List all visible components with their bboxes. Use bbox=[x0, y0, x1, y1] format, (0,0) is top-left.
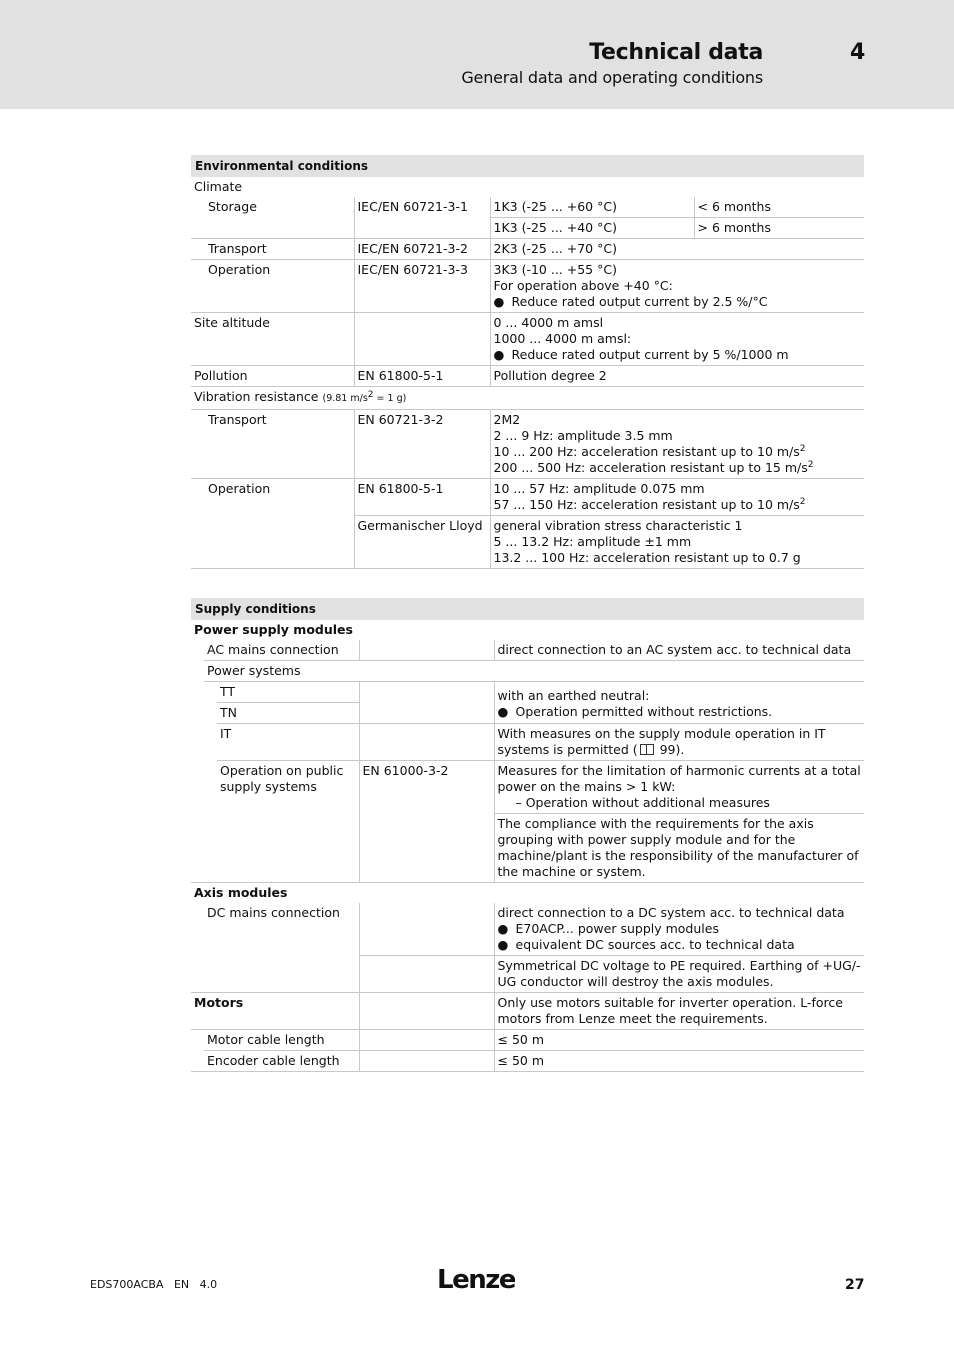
bullet-icon: ● bbox=[497, 704, 509, 719]
table-row bbox=[191, 260, 864, 313]
table-row bbox=[191, 883, 864, 904]
operation-range: 3K3 (-10 ... +55 °C) bbox=[493, 262, 617, 277]
list-item bbox=[494, 294, 862, 310]
table-row bbox=[191, 682, 864, 703]
operation-label: Operation bbox=[191, 260, 354, 313]
vibration-title: Vibration resistance bbox=[194, 389, 319, 404]
bullet-icon: ● bbox=[497, 937, 509, 952]
environmental-conditions-section bbox=[191, 155, 864, 569]
table-row bbox=[191, 903, 864, 956]
vibration-line: 200 ... 500 Hz: acceleration resistant up to 15 $m/s^2$ bbox=[493, 459, 814, 475]
transport-value: 2K3 (-25 ... +70 °C) bbox=[490, 239, 864, 260]
bullet-icon: ● bbox=[493, 294, 505, 309]
vibration-transport-standard: EN 60721-3-2 bbox=[354, 410, 490, 479]
gl-line: 5 ... 13.2 Hz: amplitude ±1 mm bbox=[493, 534, 692, 549]
chapter-title: Technical data bbox=[589, 40, 763, 65]
it-label: IT bbox=[217, 724, 359, 761]
transport-standard: IEC/EN 60721-3-2 bbox=[354, 239, 490, 260]
book-icon bbox=[640, 744, 654, 755]
list-item: ● E70ACP... power supply modules bbox=[497, 921, 719, 936]
public-supply-value: Measures for the limitation of harmonic currents at a total power on the mains > 1 kW: – Operation without additional measures bbox=[494, 761, 864, 814]
vibration-operation-value bbox=[490, 479, 864, 516]
gl-standard: Germanischer Lloyd bbox=[354, 516, 490, 569]
page-number: 27 bbox=[845, 1277, 865, 1293]
operation-standard: IEC/EN 60721-3-3 bbox=[354, 260, 490, 313]
operation-derating: Reduce rated output current by 2.5 %/°C bbox=[511, 294, 768, 309]
operation-value bbox=[490, 260, 864, 313]
table-row bbox=[191, 479, 864, 516]
table-row bbox=[191, 661, 864, 682]
vibration-line: 2 ... 9 Hz: amplitude 3.5 mm bbox=[493, 428, 673, 443]
motors-value: Only use motors suitable for inverter operation. L-force motors from Lenze meet the requirements. bbox=[494, 993, 864, 1030]
table-row bbox=[191, 410, 864, 479]
storage-condition-1: 1K3 (-25 ... +60 °C) bbox=[490, 197, 694, 218]
axis-modules-label: Axis modules bbox=[194, 885, 288, 900]
tt-tn-value bbox=[494, 682, 864, 724]
motor-cable-value: ≤ 50 m bbox=[494, 1030, 864, 1051]
lenze-logo bbox=[437, 1263, 515, 1297]
vibration-class: 2M2 bbox=[493, 412, 521, 427]
ac-connection-value: direct connection to an AC system acc. to technical data bbox=[494, 640, 864, 661]
storage-standard: IEC/EN 60721-3-1 bbox=[354, 197, 490, 239]
vibration-transport-value bbox=[490, 410, 864, 479]
vibration-line: 10 ... 57 Hz: amplitude 0.075 mm bbox=[493, 481, 705, 496]
vibration-operation-standard: EN 61800-5-1 bbox=[354, 479, 490, 516]
pollution-label: Pollution bbox=[191, 366, 354, 387]
bullet-icon: ● bbox=[497, 921, 509, 936]
list-item: – Operation without additional measures bbox=[515, 795, 770, 810]
page-reference[interactable]: 99 bbox=[659, 742, 676, 757]
public-supply-label: Operation on public supply systems bbox=[217, 761, 359, 883]
bullet-icon: ● bbox=[493, 347, 505, 362]
table-row bbox=[191, 197, 864, 218]
table-row bbox=[191, 1051, 864, 1072]
pollution-value: Pollution degree 2 bbox=[490, 366, 864, 387]
supply-heading: Supply conditions bbox=[191, 598, 864, 620]
chapter-number: 4 bbox=[850, 40, 866, 65]
storage-label: Storage bbox=[191, 197, 354, 239]
power-systems-label: Power systems bbox=[204, 661, 864, 682]
vibration-operation-label: Operation bbox=[191, 479, 354, 569]
table-row bbox=[191, 620, 864, 640]
vibration-line: 57 ... 150 Hz: acceleration resistant up to 10 $m/s^2$ bbox=[493, 496, 806, 512]
supply-table bbox=[191, 598, 864, 1072]
altitude-value bbox=[490, 313, 864, 366]
table-row bbox=[191, 313, 864, 366]
tt-label: TT bbox=[217, 682, 359, 703]
encoder-cable-label: Encoder cable length bbox=[204, 1051, 359, 1072]
transport-label: Transport bbox=[191, 239, 354, 260]
lenze-logo-icon bbox=[437, 1263, 515, 1293]
pollution-standard: EN 61800-5-1 bbox=[354, 366, 490, 387]
altitude-range: 0 ... 4000 m amsl bbox=[493, 315, 604, 330]
vibration-line: 10 ... 200 Hz: acceleration resistant up to 10 $m/s^2$ bbox=[493, 443, 806, 459]
vibration-transport-label: Transport bbox=[191, 410, 354, 479]
gl-line: 13.2 ... 100 Hz: acceleration resistant up to 0.7 g bbox=[493, 550, 801, 565]
encoder-cable-value: ≤ 50 m bbox=[494, 1051, 864, 1072]
list-item: ● Operation permitted without restrictions. bbox=[497, 704, 773, 719]
motor-cable-label: Motor cable length bbox=[204, 1030, 359, 1051]
section-heading-row bbox=[191, 155, 864, 177]
dc-connection-value: direct connection to a DC system acc. to technical data ● E70ACP... power supply modules ● equivalent DC sources acc. to technical data bbox=[494, 903, 864, 956]
storage-condition-2: 1K3 (-25 ... +40 °C) bbox=[490, 218, 694, 239]
table-row bbox=[191, 640, 864, 661]
list-item: ● equivalent DC sources acc. to technical data bbox=[497, 937, 795, 952]
table-row bbox=[191, 993, 864, 1030]
header-band bbox=[0, 0, 954, 109]
dc-note: Symmetrical DC voltage to PE required. Earthing of +UG/-UG conductor will destroy the axis modules. bbox=[494, 956, 864, 993]
chapter-subtitle: General data and operating conditions bbox=[461, 68, 763, 87]
tn-label: TN bbox=[217, 703, 359, 724]
altitude-range-derated: 1000 ... 4000 m amsl: bbox=[493, 331, 632, 346]
psm-label: Power supply modules bbox=[194, 622, 353, 637]
vibration-label bbox=[191, 387, 864, 410]
vibration-unit-note: (9.81 $m/s^2 = 1$ g) bbox=[322, 389, 407, 404]
motors-label: Motors bbox=[191, 993, 359, 1030]
supply-conditions-section bbox=[191, 598, 864, 1072]
table-row bbox=[191, 761, 864, 814]
document-id: EDS700ACBA EN 4.0 bbox=[90, 1278, 218, 1291]
table-row bbox=[191, 1030, 864, 1051]
dc-connection-label: DC mains connection bbox=[204, 903, 359, 993]
public-supply-note: The compliance with the requirements for the axis grouping with power supply module and for the machine/plant is the responsibility of the manufacturer of the machine or system. bbox=[494, 814, 864, 883]
gl-value bbox=[490, 516, 864, 569]
environmental-heading: Environmental conditions bbox=[191, 155, 864, 177]
tt-tn-note: with an earthed neutral: bbox=[497, 688, 650, 703]
list-item bbox=[494, 347, 862, 363]
operation-note: For operation above +40 °C: bbox=[493, 278, 673, 293]
storage-time-2: > 6 months bbox=[694, 218, 864, 239]
it-value: With measures on the supply module operation in IT systems is permitted ( 99). bbox=[494, 724, 864, 761]
table-row bbox=[191, 387, 864, 410]
environmental-table bbox=[191, 155, 864, 569]
svg-text:Lenze: Lenze bbox=[437, 1265, 515, 1293]
altitude-label: Site altitude bbox=[191, 313, 354, 366]
table-row bbox=[191, 366, 864, 387]
table-row bbox=[191, 239, 864, 260]
gl-line: general vibration stress characteristic 1 bbox=[493, 518, 743, 533]
storage-time-1: < 6 months bbox=[694, 197, 864, 218]
public-supply-standard: EN 61000-3-2 bbox=[359, 761, 494, 883]
altitude-derating: Reduce rated output current by 5 %/1000 m bbox=[511, 347, 789, 362]
section-heading-row bbox=[191, 598, 864, 620]
climate-label: Climate bbox=[194, 179, 243, 194]
ac-connection-label: AC mains connection bbox=[204, 640, 359, 661]
table-row bbox=[191, 724, 864, 761]
